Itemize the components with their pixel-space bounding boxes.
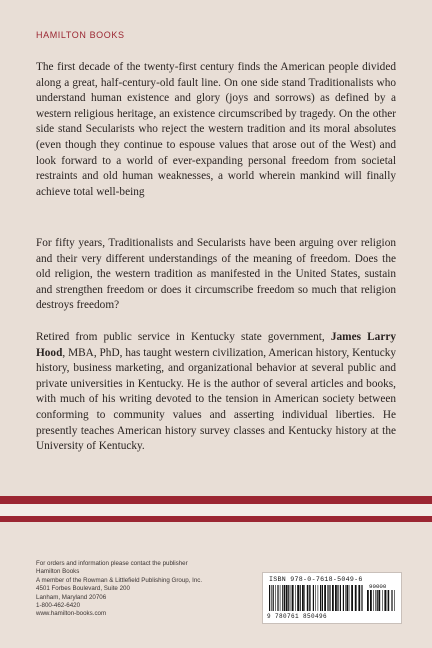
barcode-bar [349,585,350,611]
barcode-bar [292,585,294,611]
paragraph-text: For fifty years, Traditionalists and Secularists have been arguing over religion and their very different understandings of the meaning of freedom. Does the old religion, the western tradition as manifested in the United States, sustain and strengthen freedom or does it circumscribe freedom so much that religion destroys freedom? [36,237,396,312]
barcode-bar [335,585,337,611]
barcode-bar [282,585,283,611]
barcode-bar [269,585,270,611]
isbn-label: ISBN 978-0-7618-5049-6 [269,576,363,583]
barcode-bar [297,585,299,611]
contact-line: Lanham, Maryland 20706 [36,593,107,601]
bio-intro: Retired from public service in Kentucky state government, [36,331,325,343]
contact-line: Hamilton Books [36,568,80,576]
barcode-bar [315,585,316,611]
barcode-bar [382,590,383,611]
description-paragraph-2 [36,236,396,314]
paragraph-text: The first decade of the twenty-first century finds the American people divided along a great, half-century-old fault line. On one side stand Traditionalists who understand human existence and glory (joys and sorrows) as defined by a western religious heritage, an existence circumscribed by tragedy. On the other side stand Secularists who reject the western tradition and its moral absolutes (even though they continue to espouse values that arose out of the West) and look forward to a world of ever-expanding personal freedom from societal restraints and old human weaknesses, a world wherein mankind will finally achieve total well-being [36,61,396,198]
barcode-bar [384,590,386,611]
barcode-bar [388,590,389,611]
barcode-bar [370,590,372,611]
barcode-bar [291,585,292,611]
barcode-bar [300,585,301,611]
barcode-bar [394,590,395,611]
barcode-bar [275,585,276,611]
contact-line: www.hamilton-books.com [36,610,107,618]
price-addon-digits: 90000 [369,583,387,590]
barcode-bar [346,585,348,611]
barcode-bar [330,585,331,611]
barcode-bar [358,585,360,611]
barcode-bar [277,585,278,611]
barcode-bar [361,585,362,611]
barcode-bar [340,585,341,611]
barcode-bar [392,590,393,611]
accent-band-top [0,496,432,504]
barcode-bar [309,585,310,611]
contact-line: For orders and information please contact the publisher [36,560,188,567]
barcode-bar [295,585,296,611]
barcode-bar [324,585,326,611]
barcode-bar [322,585,323,611]
publisher-contact [36,560,202,619]
barcode-bar [332,585,334,611]
barcode-bar [343,585,344,611]
bio-rest: , MBA, PhD, has taught western civilization, American history, Kentucky history, business marketing, and organizational behavior at several public and private universities in Kentucky. He is the author of several articles and books, with much of his writing devoted to the tension in American society between conforming to community values and asserting individual liberties. He presently teaches American history survey classes and Kentucky history at the University of Kentucky. [36,346,396,453]
barcode-bar [337,585,338,611]
barcode-bar [302,585,304,611]
author-bio-text [36,330,396,455]
barcode-bar [304,585,305,611]
barcode-bar [377,590,378,611]
barcode-bar [288,585,289,611]
description-paragraph-1 [36,60,396,200]
author-bio [36,330,396,455]
author-name: James Larry Hood [36,331,396,359]
barcode-bar [310,585,311,611]
barcode-bar [367,590,369,611]
barcode-bar [280,585,281,611]
barcode-bar [307,585,308,611]
accent-band-gap [0,504,432,516]
barcode-bar [355,585,357,611]
barcode-bar [318,585,319,611]
barcode-bar [284,585,285,611]
barcode-bar [387,590,388,611]
barcode-bar [273,585,274,611]
contact-line: A member of the Rowman & Littlefield Publishing Group, Inc. [36,576,203,584]
barcode-bar [375,590,376,611]
barcode-bar [351,585,353,611]
barcode-bars [269,585,363,611]
contact-line: 4501 Forbes Boulevard, Suite 200 [36,585,130,593]
barcode-addon-bars [367,590,395,611]
barcode-bar [345,585,346,611]
barcode-bar [378,590,380,611]
barcode-bar [313,585,314,611]
barcode-bar [328,585,329,611]
ean-digits: 9 780761 850496 [267,613,328,620]
publisher-name: HAMILTON BOOKS [36,30,125,40]
isbn-barcode [262,572,402,624]
barcode-bar [286,585,288,611]
barcode-bar [391,590,392,611]
contact-line: 1-800-462-6420 [36,602,81,610]
barcode-bar [373,590,374,611]
barcode-bar [271,585,272,611]
barcode-bar [327,585,328,611]
barcode-bar [320,585,321,611]
